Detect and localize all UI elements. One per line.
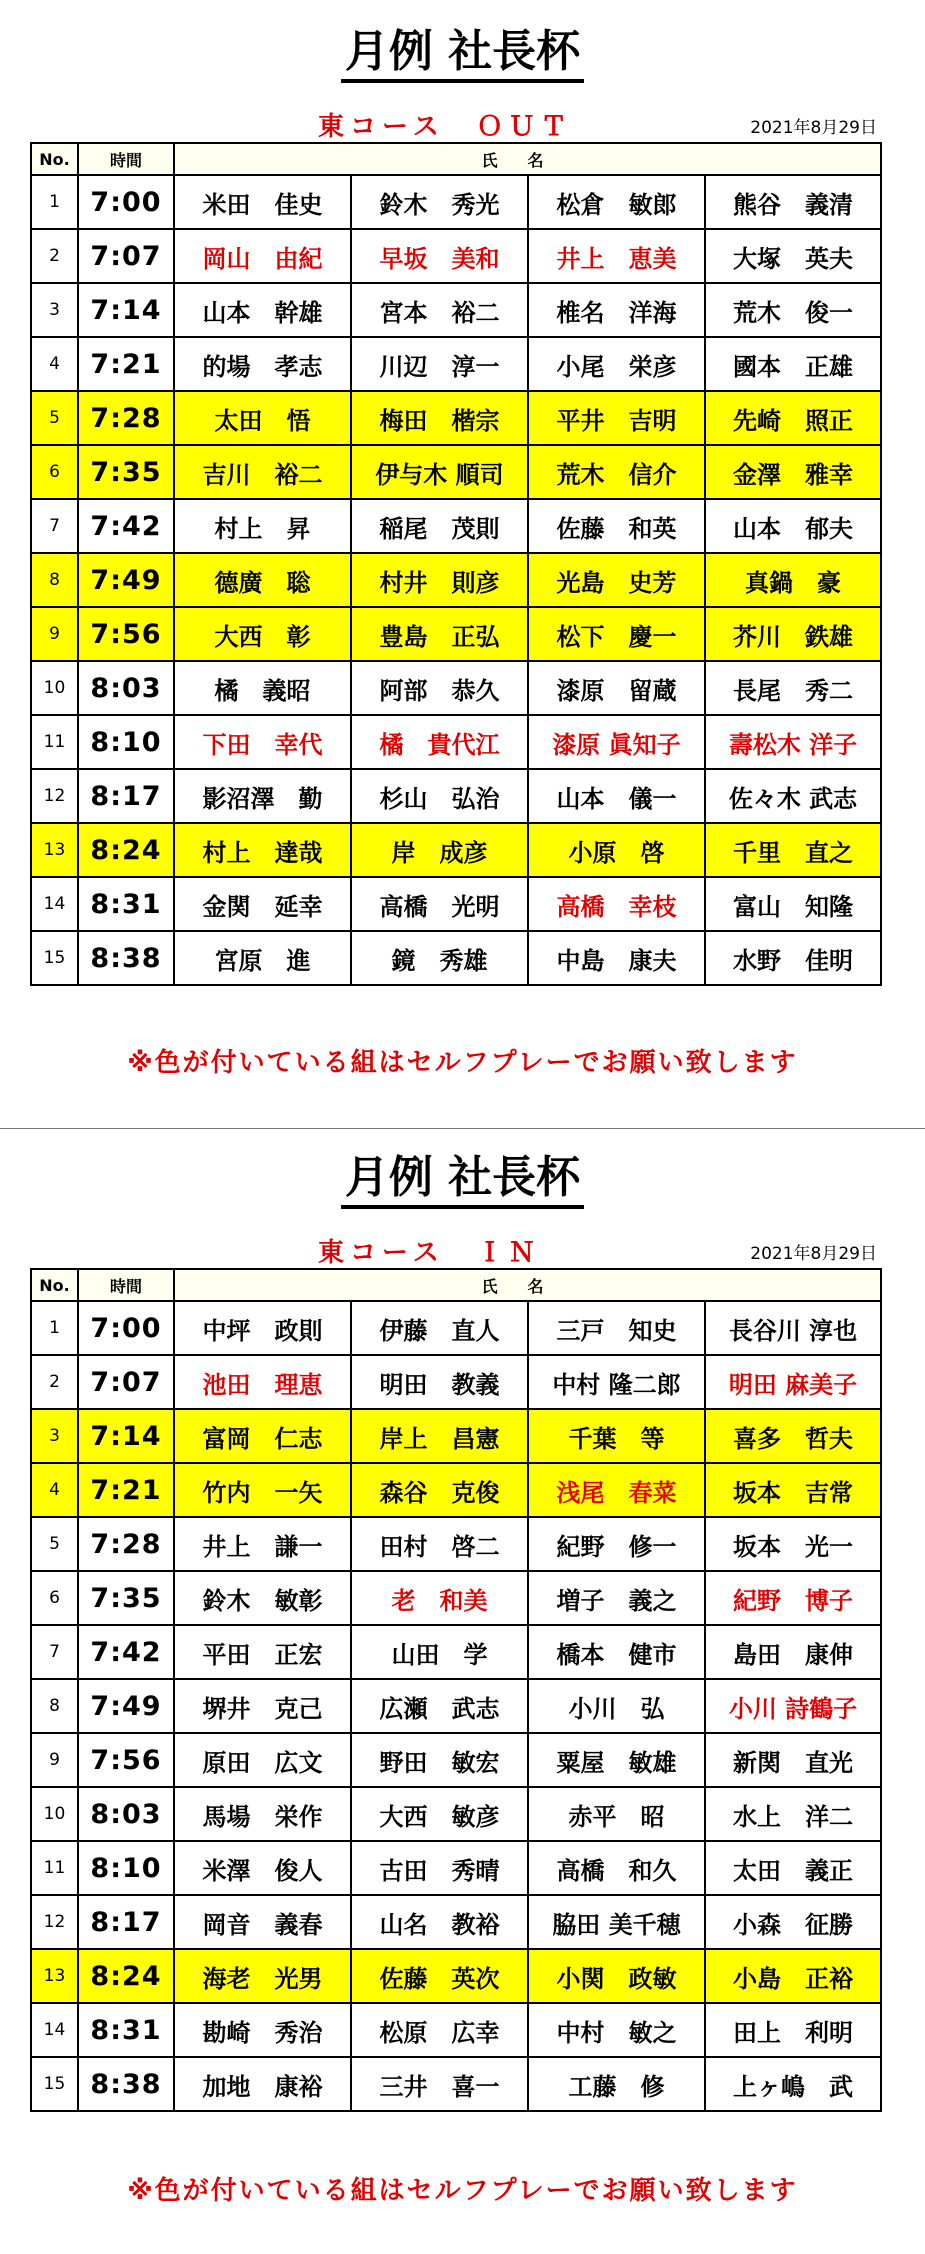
group-number: 12	[31, 1895, 78, 1949]
tee-time: 7:35	[78, 1571, 174, 1625]
table-row	[31, 283, 881, 337]
group-number: 12	[31, 769, 78, 823]
player-name: 加地 康裕	[174, 2057, 351, 2111]
player-name: 田村 啓二	[351, 1517, 528, 1571]
tee-time: 7:42	[78, 499, 174, 553]
table-row	[31, 175, 881, 229]
player-name: 米田 佳史	[174, 175, 351, 229]
player-name: 小原 啓	[528, 823, 705, 877]
player-name: 佐藤 和英	[528, 499, 705, 553]
group-number: 5	[31, 1517, 78, 1571]
table-row	[31, 391, 881, 445]
player-name: 荒木 信介	[528, 445, 705, 499]
tee-time: 7:42	[78, 1625, 174, 1679]
player-name: 岸 成彦	[351, 823, 528, 877]
player-name: 山名 教裕	[351, 1895, 528, 1949]
player-name: 岸上 昌憲	[351, 1409, 528, 1463]
tee-time: 7:07	[78, 1355, 174, 1409]
player-name: 水上 洋二	[705, 1787, 881, 1841]
player-name: 佐々木 武志	[705, 769, 881, 823]
group-number: 11	[31, 1841, 78, 1895]
player-name: 小川 詩鶴子	[705, 1679, 881, 1733]
tee-time: 8:24	[78, 1949, 174, 2003]
tee-time-table	[30, 142, 882, 986]
group-number: 14	[31, 877, 78, 931]
player-name: 杉山 弘治	[351, 769, 528, 823]
tee-time: 8:38	[78, 931, 174, 985]
player-name: 松原 広幸	[351, 2003, 528, 2057]
player-name: 赤平 昭	[528, 1787, 705, 1841]
self-play-note: ※色が付いている組はセルフプレーでお願い致します	[127, 2176, 798, 2206]
player-name: 喜多 哲夫	[705, 1409, 881, 1463]
player-name: 平井 吉明	[528, 391, 705, 445]
player-name: 國本 正雄	[705, 337, 881, 391]
page-title	[0, 1150, 925, 1209]
player-name: 鈴木 敏彰	[174, 1571, 351, 1625]
table-row	[31, 607, 881, 661]
player-name: 大西 敏彦	[351, 1787, 528, 1841]
group-number: 2	[31, 1355, 78, 1409]
table-row	[31, 2003, 881, 2057]
player-name: 坂本 吉常	[705, 1463, 881, 1517]
player-name: 的場 孝志	[174, 337, 351, 391]
player-name: 吉川 裕二	[174, 445, 351, 499]
player-name: 堺井 克己	[174, 1679, 351, 1733]
player-name: 池田 理恵	[174, 1355, 351, 1409]
player-name: 村上 達哉	[174, 823, 351, 877]
table-row	[31, 553, 881, 607]
player-name: 光島 史芳	[528, 553, 705, 607]
player-name: 小川 弘	[528, 1679, 705, 1733]
table-row	[31, 931, 881, 985]
player-name: 長尾 秀二	[705, 661, 881, 715]
tee-time: 7:49	[78, 1679, 174, 1733]
player-name: 阿部 恭久	[351, 661, 528, 715]
table-row	[31, 661, 881, 715]
player-name: 梅田 楷宗	[351, 391, 528, 445]
tee-time: 7:56	[78, 1733, 174, 1787]
player-name: 海老 光男	[174, 1949, 351, 2003]
player-name: 熊谷 義清	[705, 175, 881, 229]
table-row	[31, 1679, 881, 1733]
player-name: 大塚 英夫	[705, 229, 881, 283]
tee-time: 8:38	[78, 2057, 174, 2111]
player-name: 新関 直光	[705, 1733, 881, 1787]
player-name: 井上 恵美	[528, 229, 705, 283]
player-name: 原田 広文	[174, 1733, 351, 1787]
table-row	[31, 337, 881, 391]
player-name: 松倉 敏郎	[528, 175, 705, 229]
player-name: 中坪 政則	[174, 1301, 351, 1355]
tee-time: 7:28	[78, 1517, 174, 1571]
tee-time: 7:35	[78, 445, 174, 499]
section-divider	[0, 1128, 925, 1129]
tee-time: 7:49	[78, 553, 174, 607]
tee-time: 7:14	[78, 1409, 174, 1463]
player-name: 上ヶ嶋 武	[705, 2057, 881, 2111]
page-title	[0, 24, 925, 83]
player-name: 太田 悟	[174, 391, 351, 445]
group-number: 14	[31, 2003, 78, 2057]
group-number: 7	[31, 1625, 78, 1679]
player-name: 明田 教義	[351, 1355, 528, 1409]
header-names: 氏名	[174, 143, 881, 175]
tee-time: 7:00	[78, 1301, 174, 1355]
table-row	[31, 877, 881, 931]
page-title-text: 月例 社長杯	[341, 25, 584, 83]
player-name: 橋本 健市	[528, 1625, 705, 1679]
player-name: 島田 康伸	[705, 1625, 881, 1679]
player-name: 小島 正裕	[705, 1949, 881, 2003]
group-number: 15	[31, 931, 78, 985]
date-label: 2021年8月29日	[750, 1244, 877, 1264]
player-name: 千里 直之	[705, 823, 881, 877]
tee-time: 8:24	[78, 823, 174, 877]
table-row	[31, 1463, 881, 1517]
player-name: 明田 麻美子	[705, 1355, 881, 1409]
player-name: 竹内 一矢	[174, 1463, 351, 1517]
player-name: 村上 昇	[174, 499, 351, 553]
group-number: 8	[31, 1679, 78, 1733]
player-name: 水野 佳明	[705, 931, 881, 985]
player-name: 勘崎 秀治	[174, 2003, 351, 2057]
player-name: 影沼澤 勤	[174, 769, 351, 823]
player-name: 先崎 照正	[705, 391, 881, 445]
table-row	[31, 1733, 881, 1787]
player-name: 野田 敏宏	[351, 1733, 528, 1787]
player-name: 山田 学	[351, 1625, 528, 1679]
table-row	[31, 1571, 881, 1625]
player-name: 金関 延幸	[174, 877, 351, 931]
player-name: 山本 幹雄	[174, 283, 351, 337]
player-name: 平田 正宏	[174, 1625, 351, 1679]
player-name: 井上 謙一	[174, 1517, 351, 1571]
tee-time-table	[30, 1268, 882, 2112]
player-name: 小関 政敏	[528, 1949, 705, 2003]
tee-time: 8:03	[78, 1787, 174, 1841]
tee-time: 8:03	[78, 661, 174, 715]
tee-time: 7:21	[78, 337, 174, 391]
player-name: 椎名 洋海	[528, 283, 705, 337]
group-number: 3	[31, 1409, 78, 1463]
player-name: 坂本 光一	[705, 1517, 881, 1571]
player-name: 中村 隆二郎	[528, 1355, 705, 1409]
table-header-row	[31, 143, 881, 175]
player-name: 増子 義之	[528, 1571, 705, 1625]
header-names: 氏名	[174, 1269, 881, 1301]
tee-time: 8:17	[78, 769, 174, 823]
table-row	[31, 1625, 881, 1679]
player-name: 紀野 博子	[705, 1571, 881, 1625]
player-name: 広瀬 武志	[351, 1679, 528, 1733]
group-number: 6	[31, 1571, 78, 1625]
table-row	[31, 1355, 881, 1409]
player-name: 壽松木 洋子	[705, 715, 881, 769]
group-number: 13	[31, 823, 78, 877]
player-name: 三戸 知史	[528, 1301, 705, 1355]
player-name: 高橋 和久	[528, 1841, 705, 1895]
player-name: 豊島 正弘	[351, 607, 528, 661]
player-name: 脇田 美千穂	[528, 1895, 705, 1949]
table-row	[31, 2057, 881, 2111]
course-label: 東コース ＯＵＴ	[318, 112, 573, 142]
player-name: 真鍋 豪	[705, 553, 881, 607]
group-number: 11	[31, 715, 78, 769]
group-number: 10	[31, 661, 78, 715]
player-name: 米澤 俊人	[174, 1841, 351, 1895]
player-name: 松下 慶一	[528, 607, 705, 661]
table-row	[31, 229, 881, 283]
player-name: 漆原 留蔵	[528, 661, 705, 715]
player-name: 伊与木 順司	[351, 445, 528, 499]
table-row	[31, 1787, 881, 1841]
table-row	[31, 1949, 881, 2003]
group-number: 1	[31, 175, 78, 229]
player-name: 古田 秀晴	[351, 1841, 528, 1895]
player-name: 橘 義昭	[174, 661, 351, 715]
player-name: 田上 利明	[705, 2003, 881, 2057]
group-number: 9	[31, 1733, 78, 1787]
self-play-note: ※色が付いている組はセルフプレーでお願い致します	[127, 1048, 798, 1078]
group-number: 2	[31, 229, 78, 283]
player-name: 馬場 栄作	[174, 1787, 351, 1841]
group-number: 8	[31, 553, 78, 607]
tee-time: 7:14	[78, 283, 174, 337]
player-name: 高橋 幸枝	[528, 877, 705, 931]
player-name: 小森 征勝	[705, 1895, 881, 1949]
player-name: 森谷 克俊	[351, 1463, 528, 1517]
player-name: 伊藤 直人	[351, 1301, 528, 1355]
table-row	[31, 769, 881, 823]
page-title-text: 月例 社長杯	[341, 1151, 584, 1209]
player-name: 岡音 義春	[174, 1895, 351, 1949]
table-row	[31, 1895, 881, 1949]
player-name: 川辺 淳一	[351, 337, 528, 391]
tee-time: 8:31	[78, 2003, 174, 2057]
group-number: 5	[31, 391, 78, 445]
group-number: 6	[31, 445, 78, 499]
player-name: 中島 康夫	[528, 931, 705, 985]
player-name: 德廣 聡	[174, 553, 351, 607]
header-time: 時間	[78, 143, 174, 175]
player-name: 老 和美	[351, 1571, 528, 1625]
group-number: 4	[31, 1463, 78, 1517]
player-name: 中村 敏之	[528, 2003, 705, 2057]
group-number: 4	[31, 337, 78, 391]
player-name: 金澤 雅幸	[705, 445, 881, 499]
tee-time: 7:28	[78, 391, 174, 445]
player-name: 鈴木 秀光	[351, 175, 528, 229]
date-label: 2021年8月29日	[750, 118, 877, 138]
player-name: 村井 則彦	[351, 553, 528, 607]
player-name: 小尾 栄彦	[528, 337, 705, 391]
player-name: 橘 貴代江	[351, 715, 528, 769]
tee-time: 7:21	[78, 1463, 174, 1517]
table-row	[31, 715, 881, 769]
header-time: 時間	[78, 1269, 174, 1301]
player-name: 長谷川 淳也	[705, 1301, 881, 1355]
player-name: 粟屋 敏雄	[528, 1733, 705, 1787]
player-name: 大西 彰	[174, 607, 351, 661]
player-name: 早坂 美和	[351, 229, 528, 283]
player-name: 芥川 鉄雄	[705, 607, 881, 661]
tee-time: 8:31	[78, 877, 174, 931]
group-number: 7	[31, 499, 78, 553]
tee-time: 7:00	[78, 175, 174, 229]
player-name: 宮本 裕二	[351, 283, 528, 337]
tee-time: 7:56	[78, 607, 174, 661]
table-header-row	[31, 1269, 881, 1301]
player-name: 千葉 等	[528, 1409, 705, 1463]
player-name: 工藤 修	[528, 2057, 705, 2111]
tee-time: 8:17	[78, 1895, 174, 1949]
table-row	[31, 1301, 881, 1355]
group-number: 1	[31, 1301, 78, 1355]
player-name: 漆原 眞知子	[528, 715, 705, 769]
player-name: 岡山 由紀	[174, 229, 351, 283]
player-name: 山本 郁夫	[705, 499, 881, 553]
player-name: 浅尾 春菜	[528, 1463, 705, 1517]
player-name: 鏡 秀雄	[351, 931, 528, 985]
player-name: 稲尾 茂則	[351, 499, 528, 553]
group-number: 15	[31, 2057, 78, 2111]
group-number: 3	[31, 283, 78, 337]
player-name: 宮原 進	[174, 931, 351, 985]
player-name: 三井 喜一	[351, 2057, 528, 2111]
tee-time: 8:10	[78, 1841, 174, 1895]
player-name: 太田 義正	[705, 1841, 881, 1895]
player-name: 下田 幸代	[174, 715, 351, 769]
group-number: 9	[31, 607, 78, 661]
table-row	[31, 1409, 881, 1463]
table-row	[31, 445, 881, 499]
header-no: No.	[31, 143, 78, 175]
tee-time: 7:07	[78, 229, 174, 283]
player-name: 富山 知隆	[705, 877, 881, 931]
table-row	[31, 499, 881, 553]
group-number: 10	[31, 1787, 78, 1841]
player-name: 高橋 光明	[351, 877, 528, 931]
table-row	[31, 1841, 881, 1895]
player-name: 荒木 俊一	[705, 283, 881, 337]
tee-time: 8:10	[78, 715, 174, 769]
player-name: 佐藤 英次	[351, 1949, 528, 2003]
group-number: 13	[31, 1949, 78, 2003]
player-name: 富岡 仁志	[174, 1409, 351, 1463]
table-row	[31, 823, 881, 877]
course-label: 東コース ＩＮ	[318, 1238, 541, 1268]
player-name: 紀野 修一	[528, 1517, 705, 1571]
table-row	[31, 1517, 881, 1571]
header-no: No.	[31, 1269, 78, 1301]
player-name: 山本 儀一	[528, 769, 705, 823]
